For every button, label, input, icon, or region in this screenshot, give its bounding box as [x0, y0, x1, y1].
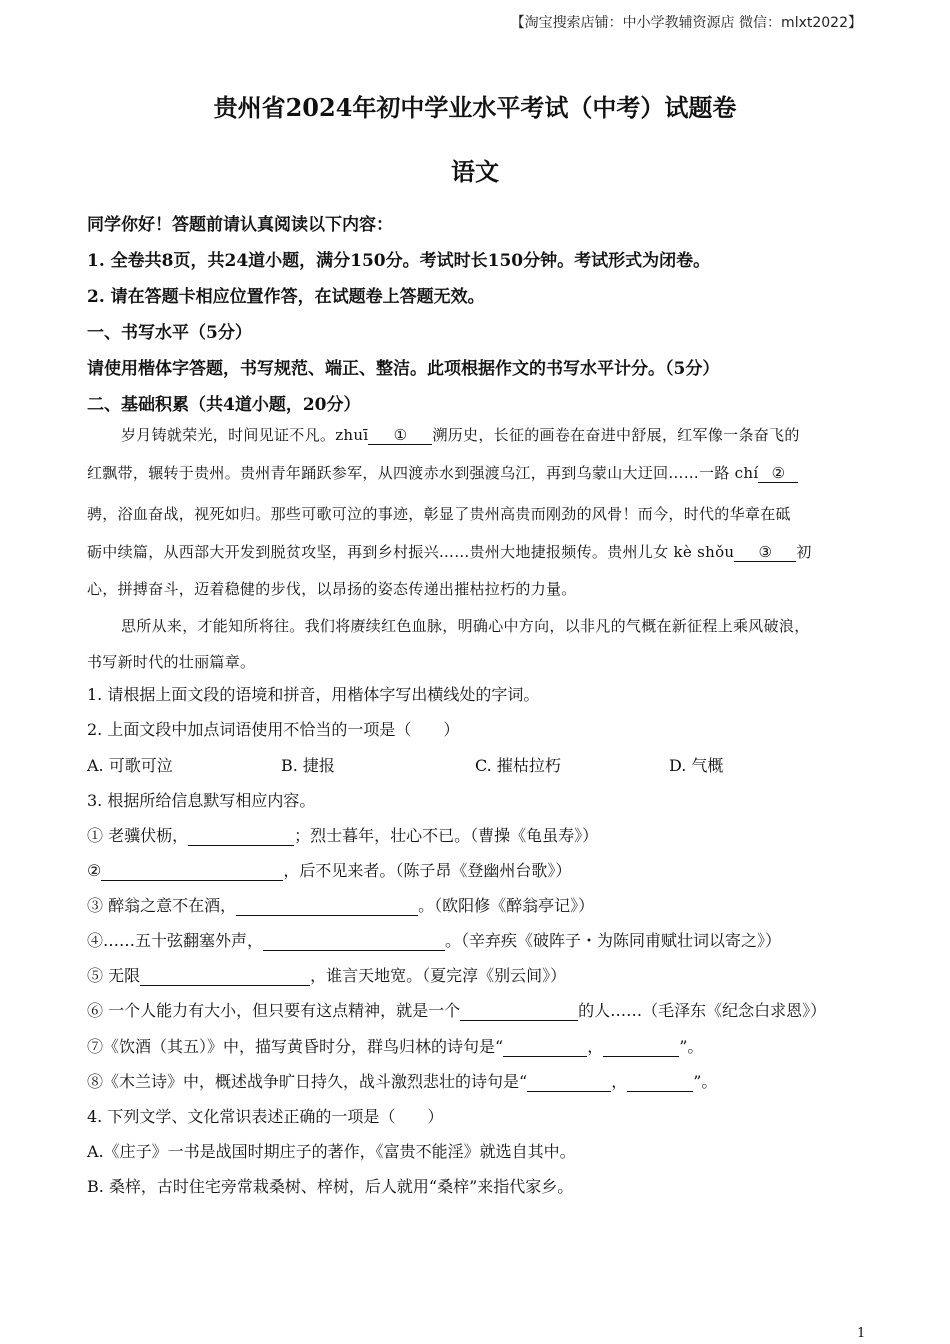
q2-option-d: D. 气概	[669, 756, 724, 775]
q3-line-2	[87, 858, 571, 881]
q3-line-7	[87, 1034, 703, 1057]
q2-option-a: A. 可歌可泣	[87, 756, 173, 775]
answer-blank	[503, 1038, 587, 1057]
q4-option-b: B. 桑梓，古时住宅旁常栽桑树、梓树，后人就用“桑梓”来指代家乡。	[87, 1177, 574, 1196]
passage-row-1	[121, 424, 800, 445]
blank-1: ①	[368, 427, 432, 445]
q3-text: 。（辛弃疾《破阵子・为陈同甫赋壮词以寄之》）	[445, 931, 782, 950]
header-note: 【淘宝搜索店铺：中小学教辅资源店 微信：mlxt2022】	[510, 15, 862, 31]
passage-row-7: 书写新时代的壮丽篇章。	[87, 653, 256, 671]
question-3-stem: 3. 根据所给信息默写相应内容。	[87, 791, 316, 810]
answer-blank	[140, 967, 310, 986]
q3-line-3	[87, 893, 594, 916]
q3-text: ⑥ 一个人能力有大小，但只要有这点精神，就是一个	[87, 1001, 461, 1020]
question-4-stem: 4. 下列文学、文化常识表述正确的一项是（ ）	[87, 1107, 444, 1126]
q3-line-4	[87, 928, 781, 951]
passage-text: 砺中续篇，从西部大开发到脱贫攻坚，再到乡村振兴……贵州大地捷报频传。贵州儿女 kè shǒu	[87, 543, 735, 561]
passage-row-4	[87, 541, 812, 562]
q3-text: ⑤ 无限	[87, 966, 141, 985]
passage-text: 红飘带，辗转于贵州。贵州青年踊跃参军，从四渡赤水到强渡乌江，再到乌蒙山大迂回……一路 chí	[87, 464, 759, 482]
section2-heading: 二、基础积累（共4道小题，20分）	[87, 395, 361, 415]
q3-text: ① 老骥伏枥，	[87, 826, 189, 845]
passage-text: 溯历史，长征的画卷在奋进中舒展，红军像一条奋飞的	[432, 426, 800, 444]
passage-row-5: 心，拼搏奋斗，迈着稳健的步伐，以昂扬的姿态传递出摧枯拉朽的力量。	[87, 580, 577, 598]
q3-text: ”。	[693, 1072, 718, 1091]
q3-text: ，谁言天地宽。（夏完淳《别云间》）	[310, 966, 567, 985]
answer-blank	[460, 1002, 578, 1021]
page-number: 1	[857, 1326, 866, 1341]
subject-title: 语文	[451, 157, 499, 186]
instructions-greeting: 同学你好！答题前请认真阅读以下内容：	[87, 215, 393, 235]
answer-blank	[188, 827, 294, 846]
q3-text: ⑧《木兰诗》中，概述战争旷日持久，战斗激烈悲壮的诗句是“	[87, 1072, 528, 1091]
answer-blank	[603, 1038, 679, 1057]
q3-text: ⑦《饮酒（其五）》中，描写黄昏时分，群鸟归林的诗句是“	[87, 1037, 504, 1056]
q3-text: ，	[611, 1072, 628, 1091]
section1-heading: 一、书写水平（5分）	[87, 323, 252, 343]
q3-text: ；烈士暮年，壮心不已。（曹操《龟虽寿》）	[294, 826, 599, 845]
q3-line-6	[87, 998, 826, 1021]
blank-3: ③	[734, 544, 796, 562]
section1-text: 请使用楷体字答题，书写规范、端正、整洁。此项根据作文的书写水平计分。（5分）	[87, 359, 720, 379]
q4-option-a: A.《庄子》一书是战国时期庄子的著作，《富贵不能淫》就选自其中。	[87, 1142, 576, 1161]
q3-text: ③ 醉翁之意不在酒，	[87, 896, 237, 915]
q2-option-b: B. 捷报	[281, 756, 335, 775]
q2-option-c: C. 摧枯拉朽	[475, 756, 561, 775]
q3-text: 。（欧阳修《醉翁亭记》）	[418, 896, 595, 915]
q3-line-1	[87, 823, 598, 846]
instructions-item-1: 1. 全卷共8页，共24道小题，满分150分。考试时长150分钟。考试形式为闭卷。	[87, 251, 711, 271]
answer-blank	[236, 897, 418, 916]
instructions-item-2: 2. 请在答题卡相应位置作答，在试题卷上答题无效。	[87, 287, 485, 307]
answer-blank	[527, 1073, 611, 1092]
q3-text: ②	[87, 861, 102, 880]
question-1: 1. 请根据上面文段的语境和拼音，用楷体字写出横线处的字词。	[87, 685, 540, 704]
q3-text: 的人……（毛泽东《纪念白求恩》）	[578, 1001, 827, 1020]
q3-text: ，后不见来者。（陈子昂《登幽州台歌》）	[283, 861, 572, 880]
passage-row-6: 思所从来，才能知所将往。我们将赓续红色血脉，明确心中方向，以非凡的气概在新征程上乘风破浪，	[121, 617, 810, 635]
passage-row-2	[87, 462, 798, 483]
question-2-stem: 2. 上面文段中加点词语使用不恰当的一项是（ ）	[87, 720, 460, 739]
answer-blank	[263, 932, 445, 951]
answer-blank	[101, 862, 283, 881]
answer-blank	[627, 1073, 693, 1092]
blank-2: ②	[758, 465, 798, 483]
q3-text: ④……五十弦翻塞外声，	[87, 931, 264, 950]
passage-text: 岁月铸就荣光，时间见证不凡。zhuī	[121, 426, 369, 444]
q3-text: ，	[587, 1037, 604, 1056]
passage-row-3: 骋，浴血奋战，视死如归。那些可歌可泣的事迹，彰显了贵州高贵而刚劲的风骨！而今，时代的华章在砥	[87, 505, 791, 523]
passage-text: 初	[796, 543, 812, 561]
q3-text: ”。	[679, 1037, 704, 1056]
exam-title: 贵州省2024年初中学业水平考试（中考）试题卷	[213, 93, 737, 122]
q3-line-5	[87, 963, 566, 986]
q3-line-8	[87, 1069, 717, 1092]
